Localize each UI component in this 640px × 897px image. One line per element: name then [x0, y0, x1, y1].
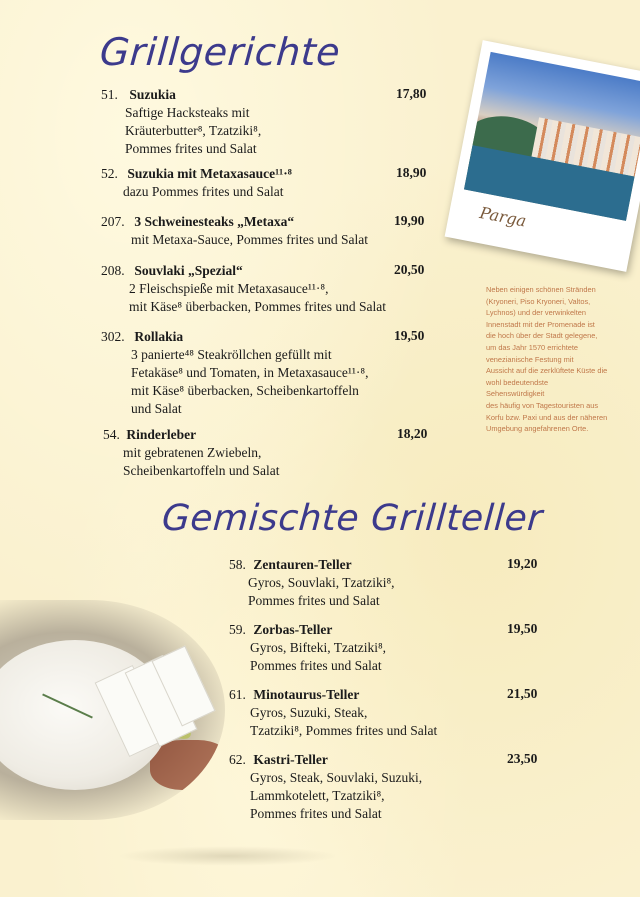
menu-item [229, 556, 395, 610]
item-name: Suzukia [129, 87, 176, 102]
item-number: 54. [103, 427, 120, 442]
section-title-gemischte-grillteller: Gemischte Grillteller [160, 498, 545, 539]
item-price: 19,50 [394, 328, 425, 343]
item-number: 61. [229, 687, 246, 702]
item-number: 302. [101, 329, 125, 344]
item-description: Gyros, Bifteki, Tzatziki⁸, Pommes frites und Salat [250, 640, 387, 673]
item-number: 208. [101, 263, 125, 278]
photo-caption: Parga [478, 202, 528, 231]
item-name: Zentauren-Teller [253, 557, 352, 572]
section-title-grillgerichte: Grillgerichte [98, 30, 342, 74]
item-price: 19,20 [507, 556, 538, 571]
menu-item [101, 86, 261, 158]
item-description: Gyros, Suzuki, Steak, Tzatziki⁸, Pommes frites und Salat [250, 705, 438, 738]
menu-item [229, 751, 422, 823]
item-price: 18,20 [397, 426, 428, 441]
item-description: mit gebratenen Zwiebeln, Scheibenkartoffeln und Salat [123, 445, 280, 478]
item-price: 18,90 [396, 165, 427, 180]
menu-item [101, 165, 292, 201]
item-name: Rollakia [134, 329, 184, 344]
item-name: Rinderleber [126, 427, 197, 442]
item-price: 23,50 [507, 751, 538, 766]
menu-item [101, 328, 369, 418]
item-number: 207. [101, 214, 125, 229]
parga-info-text: Neben einigen schönen Stränden (Kryoneri, Piso Kryoneri, Valtos, Lychnos) und der verwinkelten Innenstadt mit der Promenade ist die hoch über der Stadt gelegene, um das Jahr 1570 errichtete venezianische Festung mit Aussicht auf die zerklüftete Küste die wohl bedeutendste Sehenswürdigkeit des häufig von Tagestouristen aus Korfu bzw. Paxi und aus der näheren Umgebung angefahrenen Orte. [486, 285, 608, 434]
item-price: 19,90 [394, 213, 425, 228]
item-description: 3 panierte⁴⁸ Steakröllchen gefüllt mit Fetakäse⁸ und Tomaten, in Metaxasauce¹¹·⁸, mit Käse⁸ überbacken, Scheibenkartoffeln und Salat [131, 347, 369, 416]
menu-item [229, 686, 437, 740]
item-price: 21,50 [507, 686, 538, 701]
item-number: 51. [101, 87, 118, 102]
item-number: 52. [101, 166, 118, 181]
item-description: Gyros, Souvlaki, Tzatziki⁸, Pommes frites und Salat [248, 575, 395, 608]
item-description: dazu Pommes frites und Salat [123, 184, 284, 199]
menu-item [101, 262, 386, 316]
item-description: Saftige Hacksteaks mit Kräuterbutter⁸, Tzatziki⁸, Pommes frites und Salat [125, 105, 262, 156]
tzatziki-feta-image [0, 600, 225, 820]
item-number: 62. [229, 752, 246, 767]
item-name: Kastri-Teller [253, 752, 328, 767]
item-description: Gyros, Steak, Souvlaki, Suzuki, Lammkotelett, Tzatziki⁸, Pommes frites und Salat [250, 770, 423, 821]
item-number: 58. [229, 557, 246, 572]
item-name: Zorbas-Teller [253, 622, 333, 637]
item-number: 59. [229, 622, 246, 637]
parga-harbor-image [464, 52, 640, 221]
item-price: 19,50 [507, 621, 538, 636]
item-name: Souvlaki „Spezial“ [134, 263, 243, 278]
menu-item [229, 621, 386, 675]
item-name: Suzukia mit Metaxasauce¹¹·⁸ [127, 166, 292, 181]
decorative-shadow [118, 846, 338, 866]
menu-item [103, 426, 279, 480]
item-price: 17,80 [396, 86, 427, 101]
item-price: 20,50 [394, 262, 425, 277]
menu-item [101, 213, 368, 249]
item-name: 3 Schweinesteaks „Metaxa“ [134, 214, 295, 229]
item-description: 2 Fleischspieße mit Metaxasauce¹¹·⁸, mit Käse⁸ überbacken, Pommes frites und Salat [129, 281, 387, 314]
item-description: mit Metaxa-Sauce, Pommes frites und Salat [131, 232, 368, 247]
item-name: Minotaurus-Teller [253, 687, 360, 702]
